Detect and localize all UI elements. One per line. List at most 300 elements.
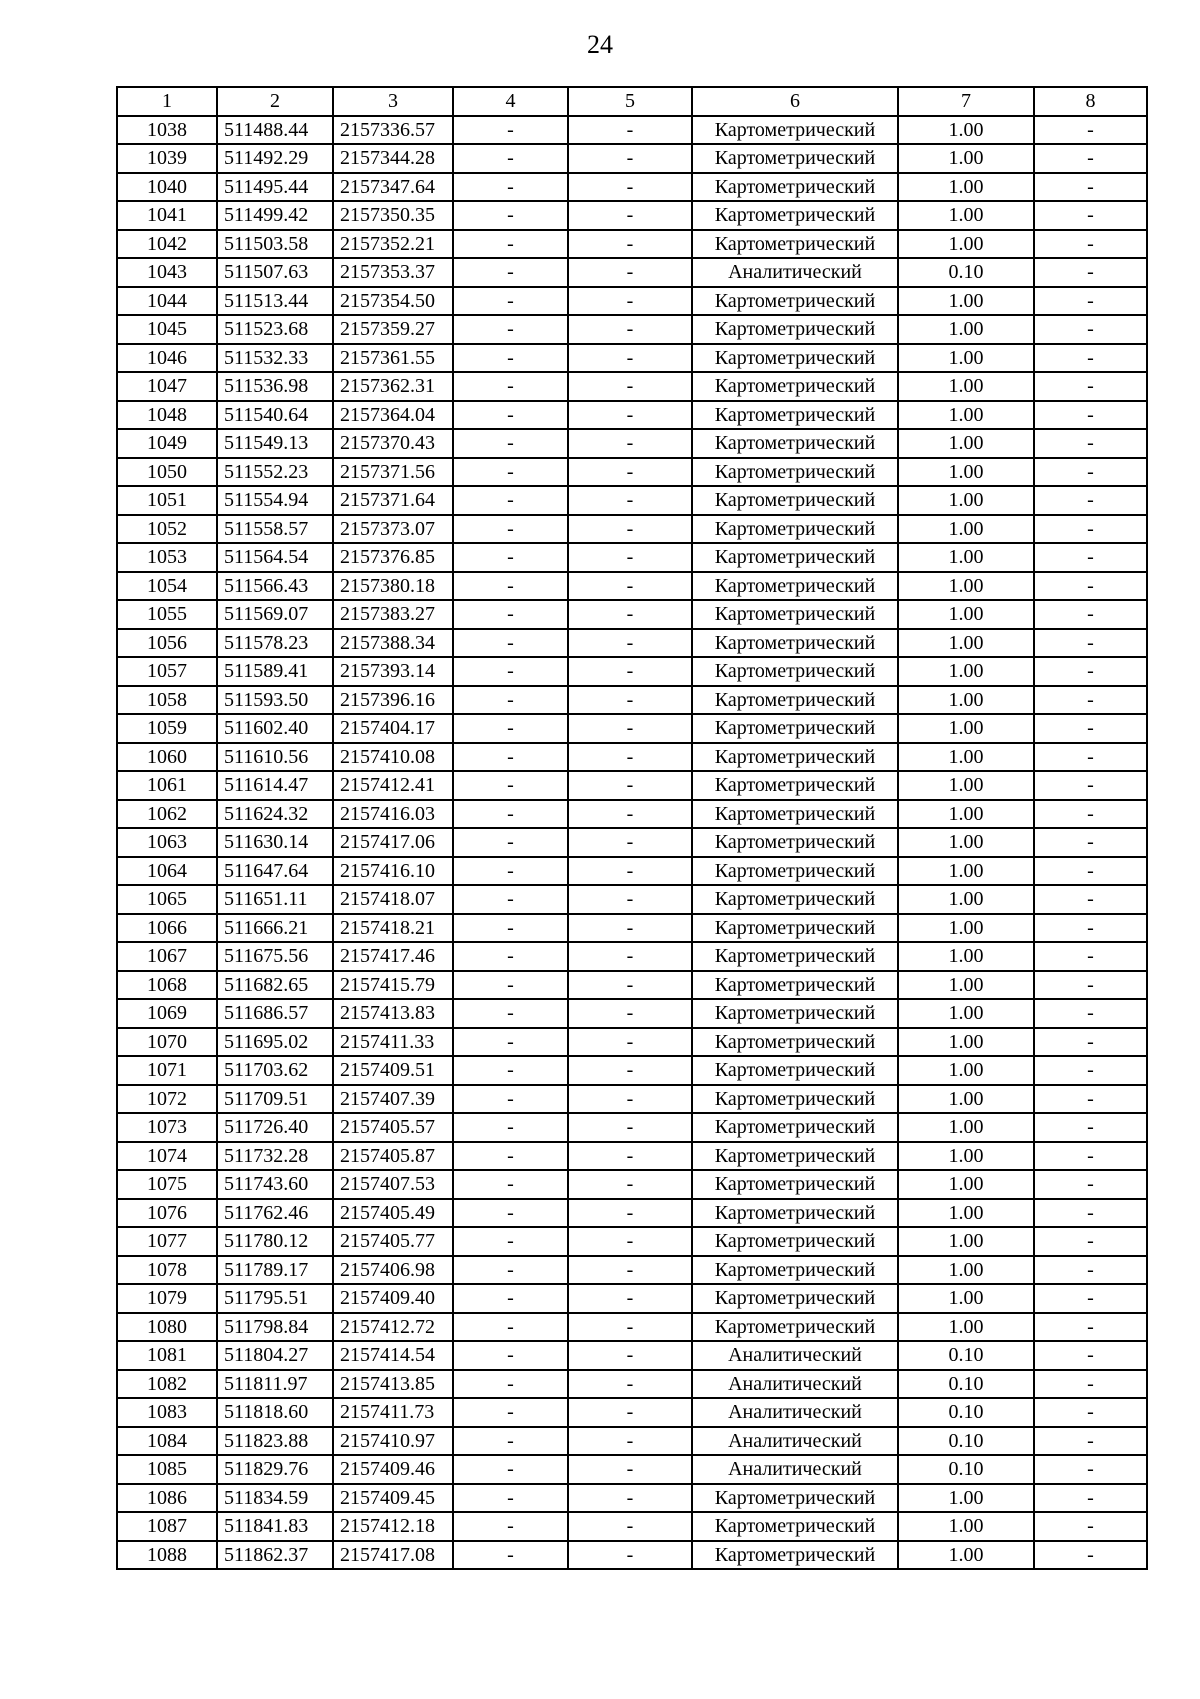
y-coordinate-cell: 2157406.98 [333,1256,453,1285]
point-number-cell: 1077 [117,1227,217,1256]
method-cell: Аналитический [692,258,898,287]
y-coordinate-cell: 2157417.46 [333,942,453,971]
y-coordinate-cell: 2157383.27 [333,600,453,629]
y-coordinate-cell: 2157376.85 [333,543,453,572]
column-header: 3 [333,87,453,116]
table-row [117,429,1147,458]
method-cell: Картометрический [692,173,898,202]
column-4-cell: - [453,458,568,487]
column-header: 1 [117,87,217,116]
column-8-cell: - [1034,800,1147,829]
table-row [117,1427,1147,1456]
column-4-cell: - [453,344,568,373]
column-4-cell: - [453,287,568,316]
column-4-cell: - [453,1028,568,1057]
method-cell: Картометрический [692,1256,898,1285]
y-coordinate-cell: 2157418.07 [333,885,453,914]
method-cell: Аналитический [692,1398,898,1427]
column-4-cell: - [453,315,568,344]
method-cell: Картометрический [692,401,898,430]
accuracy-cell: 1.00 [898,458,1034,487]
column-8-cell: - [1034,714,1147,743]
point-number-cell: 1039 [117,144,217,173]
column-8-cell: - [1034,971,1147,1000]
x-coordinate-cell: 511789.17 [217,1256,333,1285]
accuracy-cell: 1.00 [898,885,1034,914]
column-4-cell: - [453,1541,568,1570]
method-cell: Картометрический [692,1313,898,1342]
column-4-cell: - [453,629,568,658]
point-number-cell: 1047 [117,372,217,401]
accuracy-cell: 1.00 [898,600,1034,629]
y-coordinate-cell: 2157412.18 [333,1512,453,1541]
method-cell: Картометрический [692,1541,898,1570]
method-cell: Картометрический [692,1199,898,1228]
point-number-cell: 1083 [117,1398,217,1427]
column-8-cell: - [1034,173,1147,202]
method-cell: Картометрический [692,1227,898,1256]
point-number-cell: 1076 [117,1199,217,1228]
point-number-cell: 1061 [117,771,217,800]
column-4-cell: - [453,1056,568,1085]
point-number-cell: 1042 [117,230,217,259]
column-5-cell: - [568,173,692,202]
x-coordinate-cell: 511624.32 [217,800,333,829]
column-8-cell: - [1034,1085,1147,1114]
y-coordinate-cell: 2157412.41 [333,771,453,800]
accuracy-cell: 1.00 [898,372,1034,401]
x-coordinate-cell: 511823.88 [217,1427,333,1456]
column-5-cell: - [568,1541,692,1570]
x-coordinate-cell: 511532.33 [217,344,333,373]
column-5-cell: - [568,429,692,458]
column-5-cell: - [568,1028,692,1057]
column-4-cell: - [453,1142,568,1171]
y-coordinate-cell: 2157410.08 [333,743,453,772]
column-4-cell: - [453,1341,568,1370]
column-4-cell: - [453,657,568,686]
accuracy-cell: 1.00 [898,1284,1034,1313]
x-coordinate-cell: 511829.76 [217,1455,333,1484]
y-coordinate-cell: 2157344.28 [333,144,453,173]
x-coordinate-cell: 511811.97 [217,1370,333,1399]
column-4-cell: - [453,771,568,800]
accuracy-cell: 1.00 [898,401,1034,430]
accuracy-cell: 1.00 [898,230,1034,259]
method-cell: Аналитический [692,1341,898,1370]
column-5-cell: - [568,686,692,715]
accuracy-cell: 1.00 [898,173,1034,202]
accuracy-cell: 1.00 [898,686,1034,715]
column-5-cell: - [568,315,692,344]
point-number-cell: 1040 [117,173,217,202]
column-4-cell: - [453,1512,568,1541]
y-coordinate-cell: 2157371.64 [333,486,453,515]
accuracy-cell: 1.00 [898,344,1034,373]
column-8-cell: - [1034,344,1147,373]
column-4-cell: - [453,885,568,914]
point-number-cell: 1044 [117,287,217,316]
table-row [117,1284,1147,1313]
column-4-cell: - [453,914,568,943]
column-header: 5 [568,87,692,116]
point-number-cell: 1073 [117,1113,217,1142]
method-cell: Картометрический [692,1284,898,1313]
column-5-cell: - [568,572,692,601]
column-8-cell: - [1034,1512,1147,1541]
column-8-cell: - [1034,144,1147,173]
column-5-cell: - [568,1512,692,1541]
column-4-cell: - [453,486,568,515]
column-5-cell: - [568,999,692,1028]
table-header-row [117,87,1147,116]
y-coordinate-cell: 2157413.83 [333,999,453,1028]
accuracy-cell: 1.00 [898,1256,1034,1285]
column-8-cell: - [1034,315,1147,344]
x-coordinate-cell: 511549.13 [217,429,333,458]
method-cell: Картометрический [692,344,898,373]
y-coordinate-cell: 2157411.73 [333,1398,453,1427]
method-cell: Картометрический [692,942,898,971]
column-8-cell: - [1034,1370,1147,1399]
column-5-cell: - [568,1199,692,1228]
column-5-cell: - [568,1170,692,1199]
method-cell: Картометрический [692,1056,898,1085]
column-5-cell: - [568,1284,692,1313]
column-header: 2 [217,87,333,116]
column-header: 7 [898,87,1034,116]
table-row [117,173,1147,202]
point-number-cell: 1079 [117,1284,217,1313]
method-cell: Картометрический [692,1085,898,1114]
column-4-cell: - [453,230,568,259]
column-8-cell: - [1034,999,1147,1028]
table-row [117,230,1147,259]
y-coordinate-cell: 2157404.17 [333,714,453,743]
point-number-cell: 1085 [117,1455,217,1484]
column-8-cell: - [1034,629,1147,658]
column-8-cell: - [1034,771,1147,800]
method-cell: Картометрический [692,201,898,230]
point-number-cell: 1045 [117,315,217,344]
column-5-cell: - [568,600,692,629]
column-4-cell: - [453,173,568,202]
method-cell: Картометрический [692,857,898,886]
x-coordinate-cell: 511780.12 [217,1227,333,1256]
column-4-cell: - [453,686,568,715]
point-number-cell: 1078 [117,1256,217,1285]
y-coordinate-cell: 2157373.07 [333,515,453,544]
column-4-cell: - [453,971,568,1000]
column-5-cell: - [568,287,692,316]
y-coordinate-cell: 2157352.21 [333,230,453,259]
x-coordinate-cell: 511507.63 [217,258,333,287]
table-row [117,315,1147,344]
column-5-cell: - [568,657,692,686]
point-number-cell: 1081 [117,1341,217,1370]
point-number-cell: 1057 [117,657,217,686]
point-number-cell: 1084 [117,1427,217,1456]
column-4-cell: - [453,857,568,886]
table-row [117,771,1147,800]
column-5-cell: - [568,543,692,572]
column-8-cell: - [1034,1427,1147,1456]
table-row [117,401,1147,430]
column-4-cell: - [453,116,568,145]
table-row [117,287,1147,316]
column-5-cell: - [568,828,692,857]
column-4-cell: - [453,999,568,1028]
table-row [117,828,1147,857]
table-row [117,1398,1147,1427]
accuracy-cell: 1.00 [898,572,1034,601]
accuracy-cell: 1.00 [898,714,1034,743]
column-4-cell: - [453,600,568,629]
accuracy-cell: 1.00 [898,116,1034,145]
table-row [117,942,1147,971]
x-coordinate-cell: 511554.94 [217,486,333,515]
accuracy-cell: 1.00 [898,315,1034,344]
table-row [117,201,1147,230]
y-coordinate-cell: 2157347.64 [333,173,453,202]
column-8-cell: - [1034,1398,1147,1427]
accuracy-cell: 1.00 [898,1199,1034,1228]
table-row [117,1227,1147,1256]
y-coordinate-cell: 2157409.51 [333,1056,453,1085]
column-8-cell: - [1034,1142,1147,1171]
column-5-cell: - [568,1085,692,1114]
y-coordinate-cell: 2157416.10 [333,857,453,886]
accuracy-cell: 1.00 [898,486,1034,515]
column-8-cell: - [1034,1199,1147,1228]
accuracy-cell: 1.00 [898,1313,1034,1342]
table-row [117,857,1147,886]
column-5-cell: - [568,971,692,1000]
x-coordinate-cell: 511593.50 [217,686,333,715]
y-coordinate-cell: 2157410.97 [333,1427,453,1456]
accuracy-cell: 1.00 [898,543,1034,572]
x-coordinate-cell: 511523.68 [217,315,333,344]
column-4-cell: - [453,714,568,743]
column-4-cell: - [453,1370,568,1399]
table-row [117,1170,1147,1199]
method-cell: Картометрический [692,1484,898,1513]
column-8-cell: - [1034,572,1147,601]
table-row [117,600,1147,629]
column-5-cell: - [568,401,692,430]
column-4-cell: - [453,1113,568,1142]
table-row [117,372,1147,401]
column-4-cell: - [453,743,568,772]
column-4-cell: - [453,1427,568,1456]
column-5-cell: - [568,144,692,173]
table-row [117,572,1147,601]
point-number-cell: 1080 [117,1313,217,1342]
column-8-cell: - [1034,1455,1147,1484]
table-row [117,1341,1147,1370]
point-number-cell: 1062 [117,800,217,829]
column-5-cell: - [568,1341,692,1370]
table-row [117,543,1147,572]
y-coordinate-cell: 2157414.54 [333,1341,453,1370]
method-cell: Картометрический [692,828,898,857]
point-number-cell: 1051 [117,486,217,515]
table-row [117,1370,1147,1399]
column-5-cell: - [568,800,692,829]
column-header: 4 [453,87,568,116]
x-coordinate-cell: 511762.46 [217,1199,333,1228]
accuracy-cell: 1.00 [898,914,1034,943]
x-coordinate-cell: 511862.37 [217,1541,333,1570]
column-4-cell: - [453,1227,568,1256]
table-row [117,971,1147,1000]
x-coordinate-cell: 511536.98 [217,372,333,401]
method-cell: Картометрический [692,657,898,686]
y-coordinate-cell: 2157405.77 [333,1227,453,1256]
column-8-cell: - [1034,1113,1147,1142]
point-number-cell: 1060 [117,743,217,772]
table-row [117,686,1147,715]
column-8-cell: - [1034,458,1147,487]
column-4-cell: - [453,1085,568,1114]
accuracy-cell: 1.00 [898,1085,1034,1114]
method-cell: Картометрический [692,600,898,629]
method-cell: Картометрический [692,1113,898,1142]
method-cell: Картометрический [692,144,898,173]
column-5-cell: - [568,771,692,800]
table-row [117,1142,1147,1171]
method-cell: Картометрический [692,572,898,601]
column-8-cell: - [1034,942,1147,971]
method-cell: Картометрический [692,1142,898,1171]
column-4-cell: - [453,1313,568,1342]
y-coordinate-cell: 2157336.57 [333,116,453,145]
table-row [117,1113,1147,1142]
y-coordinate-cell: 2157417.08 [333,1541,453,1570]
method-cell: Картометрический [692,230,898,259]
y-coordinate-cell: 2157418.21 [333,914,453,943]
accuracy-cell: 0.10 [898,1427,1034,1456]
column-5-cell: - [568,230,692,259]
column-4-cell: - [453,201,568,230]
table-row [117,885,1147,914]
accuracy-cell: 0.10 [898,1398,1034,1427]
point-number-cell: 1048 [117,401,217,430]
column-8-cell: - [1034,543,1147,572]
column-5-cell: - [568,258,692,287]
point-number-cell: 1075 [117,1170,217,1199]
column-8-cell: - [1034,1341,1147,1370]
point-number-cell: 1066 [117,914,217,943]
y-coordinate-cell: 2157350.35 [333,201,453,230]
x-coordinate-cell: 511578.23 [217,629,333,658]
point-number-cell: 1058 [117,686,217,715]
y-coordinate-cell: 2157409.45 [333,1484,453,1513]
point-number-cell: 1069 [117,999,217,1028]
x-coordinate-cell: 511818.60 [217,1398,333,1427]
x-coordinate-cell: 511540.64 [217,401,333,430]
method-cell: Картометрический [692,1170,898,1199]
column-8-cell: - [1034,1256,1147,1285]
method-cell: Картометрический [692,999,898,1028]
x-coordinate-cell: 511795.51 [217,1284,333,1313]
method-cell: Картометрический [692,971,898,1000]
x-coordinate-cell: 511666.21 [217,914,333,943]
x-coordinate-cell: 511499.42 [217,201,333,230]
column-8-cell: - [1034,600,1147,629]
table-row [117,1256,1147,1285]
accuracy-cell: 1.00 [898,971,1034,1000]
table-row [117,1455,1147,1484]
method-cell: Картометрический [692,486,898,515]
method-cell: Картометрический [692,885,898,914]
table-row [117,914,1147,943]
method-cell: Картометрический [692,287,898,316]
point-number-cell: 1088 [117,1541,217,1570]
table-row [117,144,1147,173]
point-number-cell: 1068 [117,971,217,1000]
column-8-cell: - [1034,1484,1147,1513]
column-8-cell: - [1034,828,1147,857]
point-number-cell: 1043 [117,258,217,287]
column-8-cell: - [1034,287,1147,316]
y-coordinate-cell: 2157411.33 [333,1028,453,1057]
x-coordinate-cell: 511798.84 [217,1313,333,1342]
y-coordinate-cell: 2157412.72 [333,1313,453,1342]
column-5-cell: - [568,1227,692,1256]
x-coordinate-cell: 511614.47 [217,771,333,800]
column-5-cell: - [568,344,692,373]
y-coordinate-cell: 2157371.56 [333,458,453,487]
x-coordinate-cell: 511492.29 [217,144,333,173]
point-number-cell: 1086 [117,1484,217,1513]
table-row [117,1085,1147,1114]
column-8-cell: - [1034,1170,1147,1199]
column-5-cell: - [568,1427,692,1456]
accuracy-cell: 1.00 [898,201,1034,230]
table-row [117,657,1147,686]
accuracy-cell: 1.00 [898,1170,1034,1199]
table-row [117,344,1147,373]
table-row [117,629,1147,658]
column-5-cell: - [568,1398,692,1427]
method-cell: Картометрический [692,372,898,401]
method-cell: Картометрический [692,743,898,772]
column-5-cell: - [568,1313,692,1342]
accuracy-cell: 1.00 [898,1056,1034,1085]
y-coordinate-cell: 2157405.49 [333,1199,453,1228]
column-4-cell: - [453,1398,568,1427]
point-number-cell: 1052 [117,515,217,544]
table-row [117,743,1147,772]
column-5-cell: - [568,1056,692,1085]
column-8-cell: - [1034,116,1147,145]
x-coordinate-cell: 511834.59 [217,1484,333,1513]
y-coordinate-cell: 2157417.06 [333,828,453,857]
column-8-cell: - [1034,1541,1147,1570]
column-5-cell: - [568,942,692,971]
method-cell: Картометрический [692,315,898,344]
page-number: 24 [587,30,613,59]
column-5-cell: - [568,857,692,886]
table-row [117,515,1147,544]
column-4-cell: - [453,1199,568,1228]
column-8-cell: - [1034,1313,1147,1342]
accuracy-cell: 1.00 [898,1484,1034,1513]
x-coordinate-cell: 511651.11 [217,885,333,914]
table-row [117,1541,1147,1570]
accuracy-cell: 0.10 [898,1370,1034,1399]
